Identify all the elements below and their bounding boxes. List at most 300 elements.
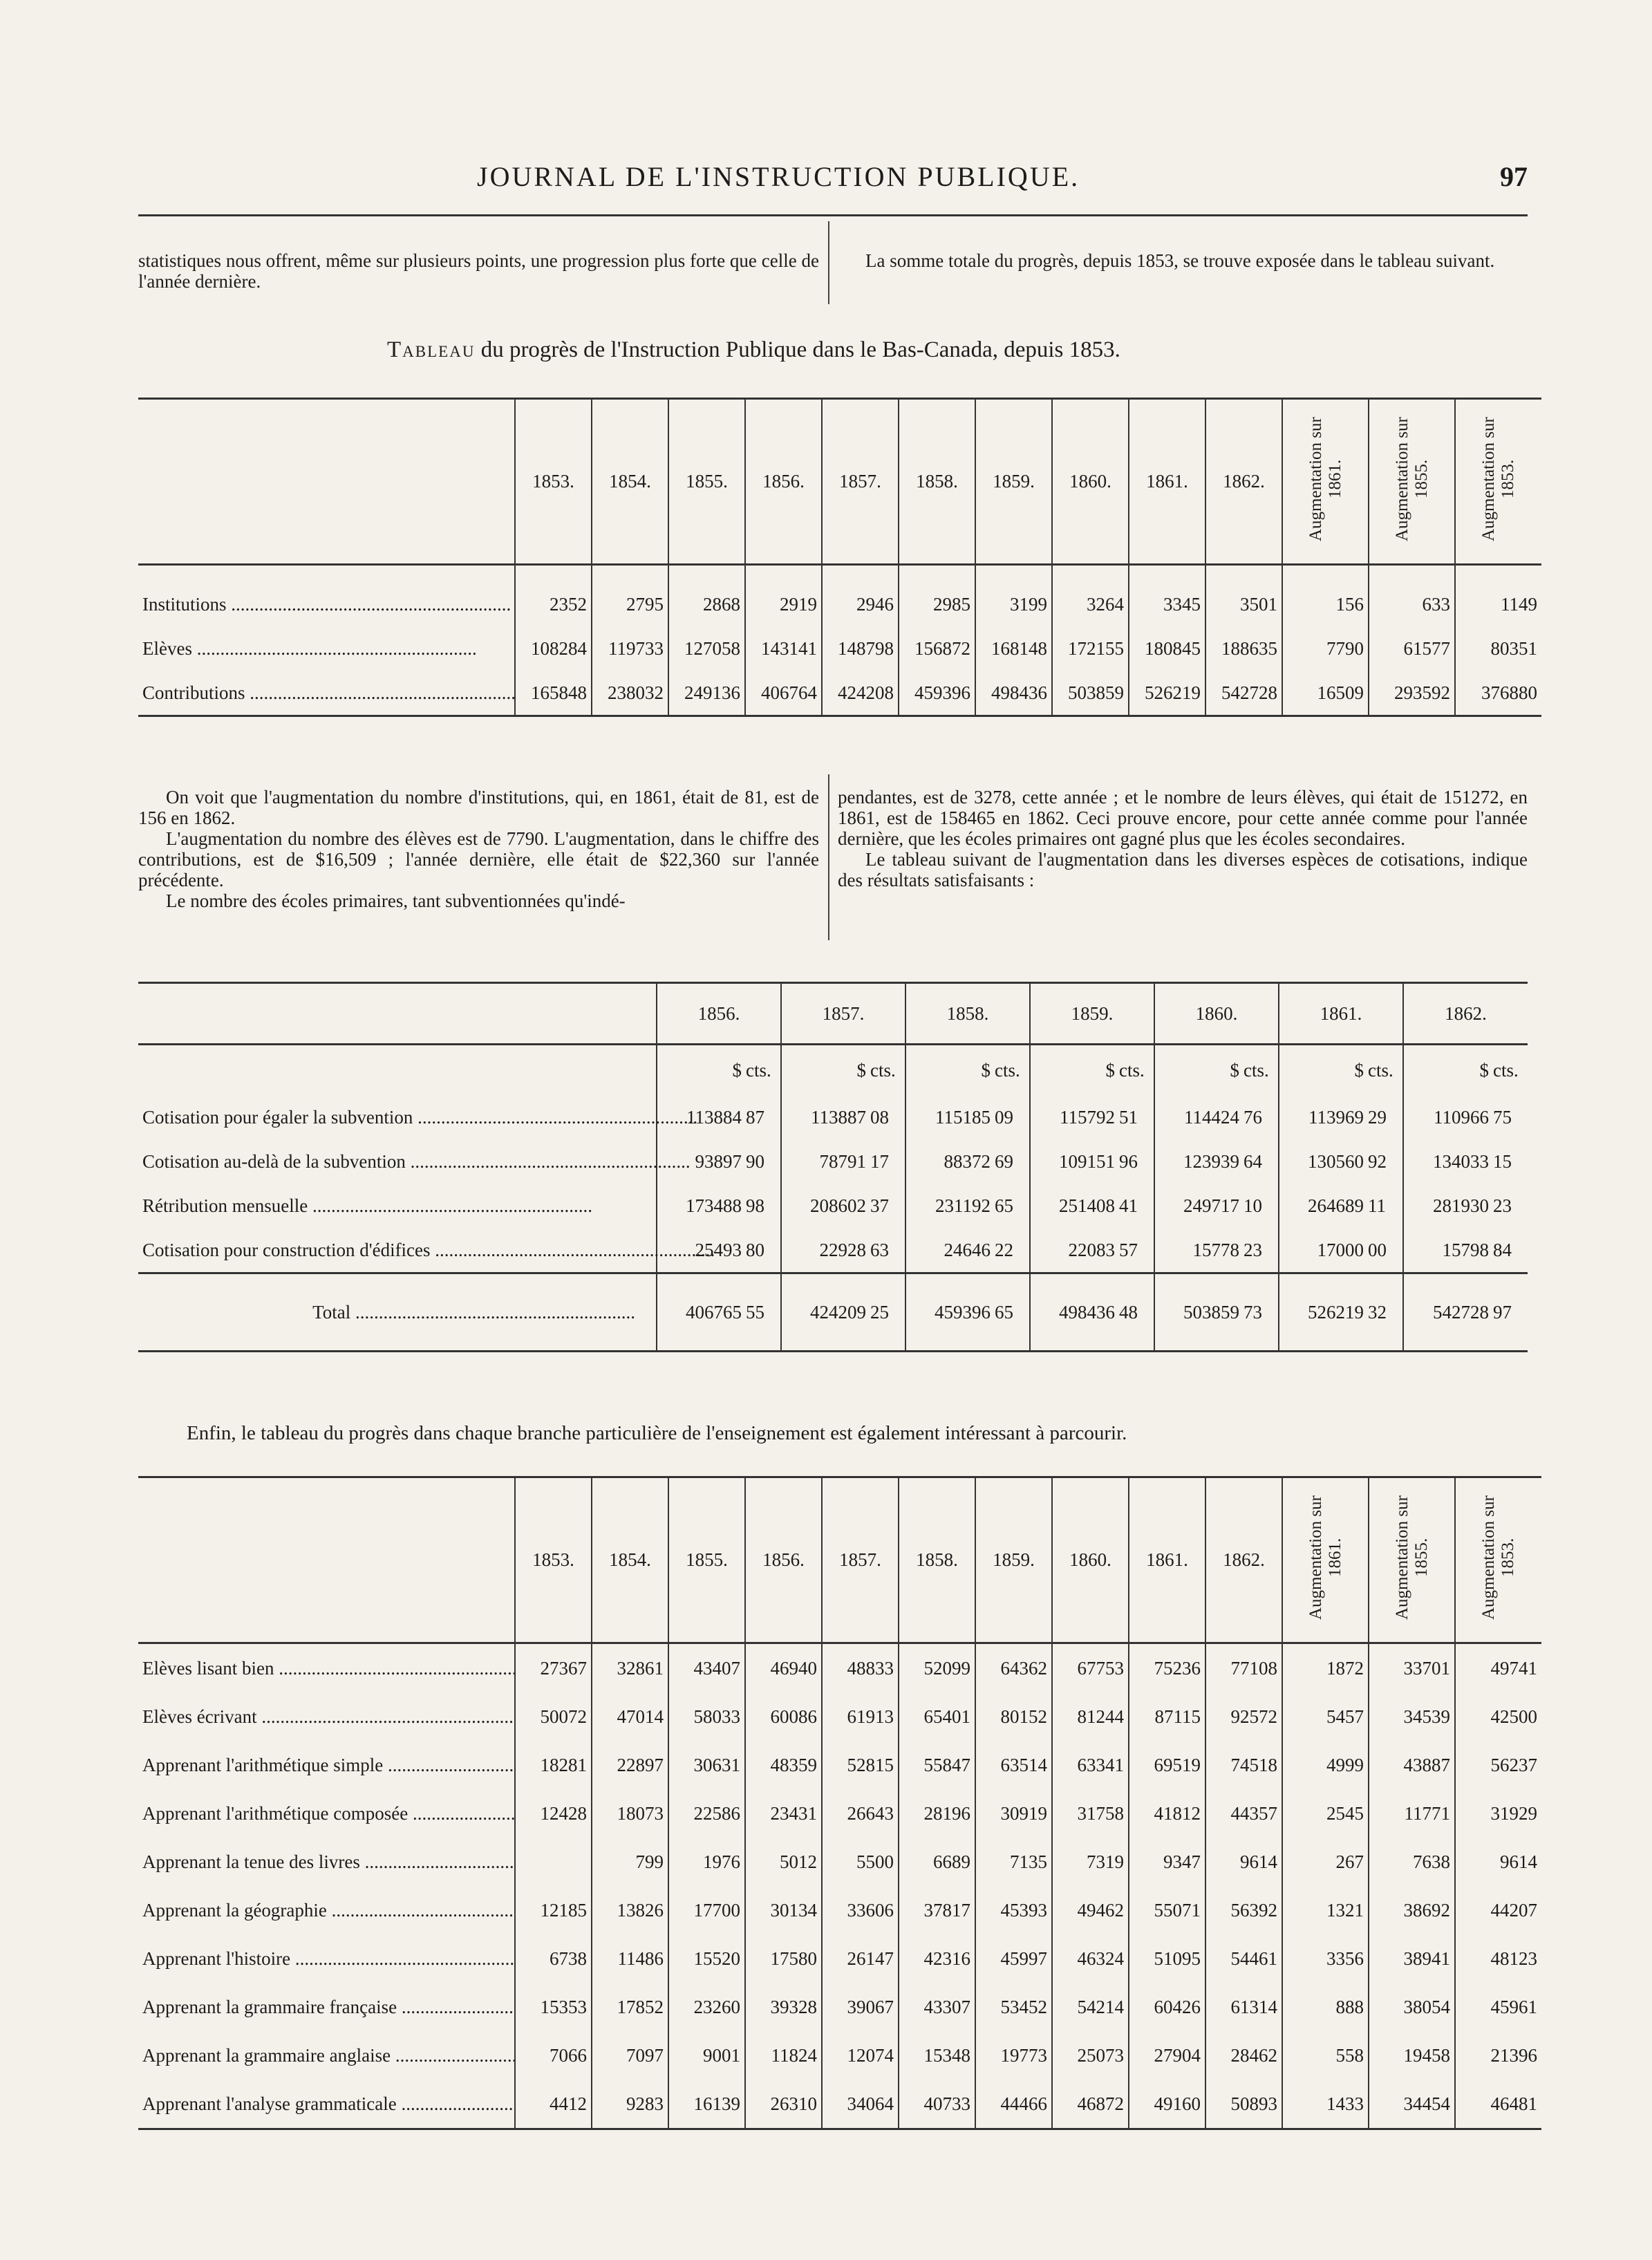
table-row bbox=[138, 1692, 1541, 1741]
table-cell: 31929 bbox=[1455, 1789, 1541, 1838]
year-header: 1860. bbox=[1052, 399, 1129, 565]
table-row bbox=[138, 1643, 1541, 1693]
table-cell: 459396 bbox=[899, 671, 975, 716]
table-cell: 2985 bbox=[899, 565, 975, 627]
amount-cell bbox=[1154, 1139, 1279, 1184]
dollars: 113887 bbox=[811, 1106, 866, 1128]
amount-cell bbox=[1403, 1273, 1528, 1352]
table-cell: 21396 bbox=[1455, 2031, 1541, 2080]
table-row bbox=[138, 1139, 1528, 1184]
table-cell: 27367 bbox=[515, 1643, 592, 1693]
table-cell: 22897 bbox=[592, 1741, 668, 1789]
table-cell: 148798 bbox=[822, 626, 899, 671]
table-cell: 34539 bbox=[1369, 1692, 1455, 1741]
dollars: 134033 bbox=[1433, 1150, 1489, 1172]
units-cell bbox=[657, 1045, 781, 1096]
dollars: 459396 bbox=[935, 1301, 991, 1323]
table-cell: 17700 bbox=[668, 1886, 745, 1934]
table-cell: 64362 bbox=[975, 1643, 1052, 1693]
table-cell: 127058 bbox=[668, 626, 745, 671]
table-cell: 542728 bbox=[1205, 671, 1282, 716]
amount-cell bbox=[1030, 1273, 1154, 1352]
dollars: 93897 bbox=[695, 1150, 742, 1172]
amount-cell bbox=[905, 1095, 1030, 1139]
dollars: 15798 bbox=[1442, 1239, 1489, 1260]
dollar-unit: $ bbox=[856, 1059, 866, 1081]
middle-left-column bbox=[138, 787, 819, 911]
year-header: 1861. bbox=[1129, 399, 1205, 565]
year-header: 1858. bbox=[899, 1477, 975, 1643]
augmentation-header: Augmentation sur 1853. bbox=[1455, 1477, 1541, 1643]
row-label: Apprenant l'arithmétique composée ..... bbox=[138, 1789, 515, 1838]
amount-cell bbox=[781, 1228, 905, 1273]
table-cell: 19773 bbox=[975, 2031, 1052, 2080]
table-cell: 2545 bbox=[1282, 1789, 1369, 1838]
cents: 76 bbox=[1243, 1106, 1262, 1128]
table-cell: 7135 bbox=[975, 1838, 1052, 1886]
cents: 09 bbox=[995, 1106, 1013, 1128]
table-row bbox=[138, 2031, 1541, 2080]
table-cell: 34064 bbox=[822, 2080, 899, 2129]
dollars: 78791 bbox=[819, 1150, 866, 1172]
row-label: Elèves ..... bbox=[138, 626, 515, 671]
row-label: Contributions ..... bbox=[138, 671, 515, 716]
table-cell: 44466 bbox=[975, 2080, 1052, 2129]
amount-cell bbox=[1403, 1184, 1528, 1228]
year-header: 1856. bbox=[745, 399, 822, 565]
cents: 80 bbox=[746, 1239, 764, 1260]
year-header: 1855. bbox=[668, 1477, 745, 1643]
table-cell: 1321 bbox=[1282, 1886, 1369, 1934]
row-label: Total ..... bbox=[138, 1273, 657, 1352]
table-cell: 3199 bbox=[975, 565, 1052, 627]
table-row bbox=[138, 1789, 1541, 1838]
cents: 57 bbox=[1119, 1239, 1138, 1260]
middle-left-paragraph: Le nombre des écoles primaires, tant subventionnées qu'indé- bbox=[166, 890, 626, 911]
dollar-unit: $ bbox=[981, 1059, 991, 1081]
table-row bbox=[138, 1934, 1541, 1983]
table-cell: 60086 bbox=[745, 1692, 822, 1741]
row-label: Elèves lisant bien ..... bbox=[138, 1643, 515, 1693]
table1-caption bbox=[387, 337, 1120, 363]
dollars: 22083 bbox=[1068, 1239, 1115, 1260]
table-cell: 61913 bbox=[822, 1692, 899, 1741]
dollars: 110966 bbox=[1434, 1106, 1489, 1128]
amount-cell bbox=[1403, 1228, 1528, 1273]
dollars: 109151 bbox=[1059, 1150, 1115, 1172]
cents: 73 bbox=[1243, 1301, 1262, 1323]
augmentation-header: Augmentation sur 1855. bbox=[1369, 399, 1455, 565]
amount-cell bbox=[1403, 1139, 1528, 1184]
table-cell: 17580 bbox=[745, 1934, 822, 1983]
table-cell: 46872 bbox=[1052, 2080, 1129, 2129]
table-cell: 48123 bbox=[1455, 1934, 1541, 1983]
augmentation-header: Augmentation sur 1861. bbox=[1282, 399, 1369, 565]
table3-body bbox=[138, 1643, 1541, 2129]
table-cell: 45997 bbox=[975, 1934, 1052, 1983]
cents: 63 bbox=[870, 1239, 889, 1260]
amount-cell bbox=[1154, 1273, 1279, 1352]
augmentation-header: Augmentation sur 1855. bbox=[1369, 1477, 1455, 1643]
table-cell: 74518 bbox=[1205, 1741, 1282, 1789]
column-divider bbox=[828, 774, 829, 940]
year-header: 1861. bbox=[1279, 983, 1403, 1045]
table-cell: 12074 bbox=[822, 2031, 899, 2080]
table-cell: 38692 bbox=[1369, 1886, 1455, 1934]
table-cell: 49160 bbox=[1129, 2080, 1205, 2129]
table-header-row bbox=[138, 1477, 1541, 1643]
cents-unit: cts. bbox=[870, 1059, 896, 1081]
units-cell bbox=[1154, 1045, 1279, 1096]
middle-right-paragraph: pendantes, est de 3278, cette année ; et le nombre de leurs élèves, qui était de 151272, en 1861, est de 158465 en 1862. Ceci prouve encore, pour cette année comme pour l'année dernière, que les écoles primaires ont gagné plus que les écoles secondaires. bbox=[838, 787, 1528, 849]
table-cell: 3264 bbox=[1052, 565, 1129, 627]
header-rule bbox=[138, 214, 1528, 216]
cotisations-table bbox=[138, 982, 1528, 1352]
intro-right-text: La somme totale du progrès, depuis 1853, se trouve exposée dans le tableau suivant. bbox=[865, 250, 1495, 271]
table-row bbox=[138, 1228, 1528, 1273]
year-header: 1862. bbox=[1205, 1477, 1282, 1643]
table-cell: 498436 bbox=[975, 671, 1052, 716]
table-cell: 58033 bbox=[668, 1692, 745, 1741]
table-cell: 39067 bbox=[822, 1983, 899, 2031]
table-cell: 48833 bbox=[822, 1643, 899, 1693]
middle-right-paragraph: Le tableau suivant de l'augmentation dans les diverses espèces de cotisations, indique des résultats satisfaisants : bbox=[838, 849, 1528, 890]
table-cell: 80152 bbox=[975, 1692, 1052, 1741]
table-cell: 43887 bbox=[1369, 1741, 1455, 1789]
amount-cell bbox=[905, 1139, 1030, 1184]
table-cell: 65401 bbox=[899, 1692, 975, 1741]
table-cell: 165848 bbox=[515, 671, 592, 716]
amount-cell bbox=[905, 1228, 1030, 1273]
amount-cell bbox=[1030, 1139, 1154, 1184]
dollars: 25493 bbox=[695, 1239, 742, 1260]
middle-left-paragraph: L'augmentation du nombre des élèves est de 7790. L'augmentation, dans le chiffre des contributions, est de $16,509 ; l'année dernière, elle était de $22,360 sur l'année précédente. bbox=[138, 828, 819, 890]
units-cell bbox=[1030, 1045, 1154, 1096]
table-cell: 7066 bbox=[515, 2031, 592, 2080]
dollars: 22928 bbox=[819, 1239, 866, 1260]
table-cell: 406764 bbox=[745, 671, 822, 716]
year-header: 1861. bbox=[1129, 1477, 1205, 1643]
table-cell: 25073 bbox=[1052, 2031, 1129, 2080]
cents: 69 bbox=[995, 1150, 1013, 1172]
table-cell: 143141 bbox=[745, 626, 822, 671]
table-cell: 55847 bbox=[899, 1741, 975, 1789]
dollars: 498436 bbox=[1059, 1301, 1115, 1323]
amount-cell bbox=[1030, 1228, 1154, 1273]
table-cell: 42500 bbox=[1455, 1692, 1541, 1741]
table-cell: 31758 bbox=[1052, 1789, 1129, 1838]
table-cell: 49462 bbox=[1052, 1886, 1129, 1934]
cents-unit: cts. bbox=[1368, 1059, 1393, 1081]
table-cell: 44357 bbox=[1205, 1789, 1282, 1838]
table-cell: 2795 bbox=[592, 565, 668, 627]
table-cell: 51095 bbox=[1129, 1934, 1205, 1983]
row-label: Cotisation au-delà de la subvention ..... bbox=[138, 1139, 657, 1184]
table-cell: 61577 bbox=[1369, 626, 1455, 671]
table-cell: 424208 bbox=[822, 671, 899, 716]
row-label: Cotisation pour égaler la subvention ..... bbox=[138, 1095, 657, 1139]
table-cell: 172155 bbox=[1052, 626, 1129, 671]
dollar-unit: $ bbox=[1479, 1059, 1489, 1081]
table-cell: 156872 bbox=[899, 626, 975, 671]
table-cell: 108284 bbox=[515, 626, 592, 671]
table-cell: 503859 bbox=[1052, 671, 1129, 716]
table-cell: 633 bbox=[1369, 565, 1455, 627]
row-label: Apprenant la tenue des livres ..... bbox=[138, 1838, 515, 1886]
amount-cell bbox=[1279, 1184, 1403, 1228]
year-header: 1858. bbox=[905, 983, 1030, 1045]
dollars: 15778 bbox=[1192, 1239, 1239, 1260]
year-header: 1860. bbox=[1154, 983, 1279, 1045]
table-cell: 2919 bbox=[745, 565, 822, 627]
table-cell: 3501 bbox=[1205, 565, 1282, 627]
dollars: 88372 bbox=[944, 1150, 991, 1172]
table-cell: 5500 bbox=[822, 1838, 899, 1886]
amount-cell bbox=[781, 1139, 905, 1184]
amount-cell bbox=[1279, 1095, 1403, 1139]
row-label: Apprenant l'histoire ..... bbox=[138, 1934, 515, 1983]
table-cell: 34454 bbox=[1369, 2080, 1455, 2129]
table-cell: 67753 bbox=[1052, 1643, 1129, 1693]
dollars: 249717 bbox=[1183, 1195, 1239, 1216]
table-cell: 46940 bbox=[745, 1643, 822, 1693]
intro-left-column bbox=[138, 250, 819, 292]
table-cell: 238032 bbox=[592, 671, 668, 716]
table-cell: 180845 bbox=[1129, 626, 1205, 671]
table-cell: 53452 bbox=[975, 1983, 1052, 2031]
table-cell: 52815 bbox=[822, 1741, 899, 1789]
table-cell: 293592 bbox=[1369, 671, 1455, 716]
middle-left-paragraph: On voit que l'augmentation du nombre d'institutions, qui, en 1861, était de 81, est de 156 en 1862. bbox=[138, 787, 819, 828]
amount-cell bbox=[905, 1273, 1030, 1352]
table-cell: 4412 bbox=[515, 2080, 592, 2129]
caption-text: du progrès de l'Instruction Publique dans le Bas-Canada, depuis 1853. bbox=[480, 337, 1120, 362]
year-header: 1859. bbox=[1030, 983, 1154, 1045]
page-number: 97 bbox=[1500, 161, 1528, 192]
cents: 10 bbox=[1243, 1195, 1262, 1216]
table-cell: 87115 bbox=[1129, 1692, 1205, 1741]
amount-cell bbox=[781, 1273, 905, 1352]
dollars: 424209 bbox=[810, 1301, 866, 1323]
table-cell: 54214 bbox=[1052, 1983, 1129, 2031]
table-cell: 26643 bbox=[822, 1789, 899, 1838]
table-cell: 56237 bbox=[1455, 1741, 1541, 1789]
cents: 96 bbox=[1119, 1150, 1138, 1172]
table-cell: 28196 bbox=[899, 1789, 975, 1838]
table-cell: 80351 bbox=[1455, 626, 1541, 671]
table-cell: 13826 bbox=[592, 1886, 668, 1934]
table-cell: 12185 bbox=[515, 1886, 592, 1934]
year-header: 1857. bbox=[781, 983, 905, 1045]
table-cell: 30134 bbox=[745, 1886, 822, 1934]
augmentation-header: Augmentation sur 1853. bbox=[1455, 399, 1541, 565]
table-cell: 43407 bbox=[668, 1643, 745, 1693]
table-cell: 168148 bbox=[975, 626, 1052, 671]
table-cell: 49741 bbox=[1455, 1643, 1541, 1693]
table-cell: 26310 bbox=[745, 2080, 822, 2129]
amount-cell bbox=[657, 1184, 781, 1228]
units-row bbox=[138, 1045, 1528, 1096]
table-cell: 799 bbox=[592, 1838, 668, 1886]
dollars: 231192 bbox=[935, 1195, 991, 1216]
table-cell: 249136 bbox=[668, 671, 745, 716]
table-cell: 1433 bbox=[1282, 2080, 1369, 2129]
amount-cell bbox=[781, 1184, 905, 1228]
amount-cell bbox=[905, 1184, 1030, 1228]
column-divider bbox=[828, 221, 829, 304]
table-cell: 23260 bbox=[668, 1983, 745, 2031]
cents: 48 bbox=[1119, 1301, 1138, 1323]
year-header: 1854. bbox=[592, 399, 668, 565]
table-cell: 6738 bbox=[515, 1934, 592, 1983]
table-cell: 9283 bbox=[592, 2080, 668, 2129]
cents-unit: cts. bbox=[995, 1059, 1020, 1081]
row-label: Apprenant la géographie ..... bbox=[138, 1886, 515, 1934]
year-header: 1856. bbox=[745, 1477, 822, 1643]
table-cell: 30631 bbox=[668, 1741, 745, 1789]
dollars: 173488 bbox=[686, 1195, 742, 1216]
year-header: 1859. bbox=[975, 399, 1052, 565]
amount-cell bbox=[781, 1095, 905, 1139]
middle-right-column bbox=[838, 787, 1528, 890]
table-cell: 44207 bbox=[1455, 1886, 1541, 1934]
table-cell: 3345 bbox=[1129, 565, 1205, 627]
dollars: 406765 bbox=[686, 1301, 742, 1323]
table-cell: 43307 bbox=[899, 1983, 975, 2031]
table-cell: 41812 bbox=[1129, 1789, 1205, 1838]
cents: 37 bbox=[870, 1195, 889, 1216]
cents: 29 bbox=[1368, 1106, 1387, 1128]
table-cell: 30919 bbox=[975, 1789, 1052, 1838]
amount-cell bbox=[1279, 1139, 1403, 1184]
cents: 51 bbox=[1119, 1106, 1138, 1128]
dollars: 251408 bbox=[1059, 1195, 1115, 1216]
dollars: 24646 bbox=[944, 1239, 991, 1260]
dollars: 208602 bbox=[810, 1195, 866, 1216]
table-cell: 11771 bbox=[1369, 1789, 1455, 1838]
table-cell: 2868 bbox=[668, 565, 745, 627]
table-row bbox=[138, 1886, 1541, 1934]
table-cell: 38941 bbox=[1369, 1934, 1455, 1983]
table-row bbox=[138, 671, 1541, 716]
dollars: 114424 bbox=[1184, 1106, 1239, 1128]
cents: 41 bbox=[1119, 1195, 1138, 1216]
table-cell: 46481 bbox=[1455, 2080, 1541, 2129]
amount-cell bbox=[1403, 1095, 1528, 1139]
cents: 92 bbox=[1368, 1150, 1387, 1172]
table-cell: 81244 bbox=[1052, 1692, 1129, 1741]
table-cell: 75236 bbox=[1129, 1643, 1205, 1693]
table-row bbox=[138, 1184, 1528, 1228]
units-cell bbox=[905, 1045, 1030, 1096]
branches-progress-table bbox=[138, 1476, 1541, 2130]
cents: 22 bbox=[995, 1239, 1013, 1260]
table-cell: 77108 bbox=[1205, 1643, 1282, 1693]
units-blank bbox=[138, 1045, 657, 1096]
units-cell bbox=[1403, 1045, 1528, 1096]
intro-right-column bbox=[838, 250, 1528, 271]
table-cell: 46324 bbox=[1052, 1934, 1129, 1983]
table-cell: 26147 bbox=[822, 1934, 899, 1983]
dollars: 123939 bbox=[1183, 1150, 1239, 1172]
year-header: 1860. bbox=[1052, 1477, 1129, 1643]
table-cell: 50893 bbox=[1205, 2080, 1282, 2129]
cents: 98 bbox=[746, 1195, 764, 1216]
table-cell: 9614 bbox=[1455, 1838, 1541, 1886]
table-cell: 1872 bbox=[1282, 1643, 1369, 1693]
row-label: Apprenant l'analyse grammaticale ..... bbox=[138, 2080, 515, 2129]
table-cell: 267 bbox=[1282, 1838, 1369, 1886]
table-cell: 33606 bbox=[822, 1886, 899, 1934]
table-cell: 1149 bbox=[1455, 565, 1541, 627]
table-cell: 12428 bbox=[515, 1789, 592, 1838]
table-cell: 54461 bbox=[1205, 1934, 1282, 1983]
dollar-unit: $ bbox=[1230, 1059, 1239, 1081]
table-cell: 16509 bbox=[1282, 671, 1369, 716]
table-cell: 45961 bbox=[1455, 1983, 1541, 2031]
cents-unit: cts. bbox=[1243, 1059, 1269, 1081]
table-cell: 27904 bbox=[1129, 2031, 1205, 2080]
dollars: 115185 bbox=[935, 1106, 991, 1128]
table-cell: 23431 bbox=[745, 1789, 822, 1838]
table-cell: 11824 bbox=[745, 2031, 822, 2080]
table-cell: 11486 bbox=[592, 1934, 668, 1983]
row-label: Rétribution mensuelle ..... bbox=[138, 1184, 657, 1228]
dollars: 264689 bbox=[1308, 1195, 1364, 1216]
table-cell: 2352 bbox=[515, 565, 592, 627]
year-header: 1862. bbox=[1205, 399, 1282, 565]
amount-cell bbox=[1154, 1095, 1279, 1139]
table1-body bbox=[138, 565, 1541, 716]
table-cell: 37817 bbox=[899, 1886, 975, 1934]
cents: 65 bbox=[995, 1301, 1013, 1323]
table-row bbox=[138, 1838, 1541, 1886]
table-cell: 18281 bbox=[515, 1741, 592, 1789]
table-cell: 558 bbox=[1282, 2031, 1369, 2080]
cents: 64 bbox=[1243, 1150, 1262, 1172]
cents-unit: cts. bbox=[1119, 1059, 1145, 1081]
year-header: 1858. bbox=[899, 399, 975, 565]
augmentation-header: Augmentation sur 1861. bbox=[1282, 1477, 1369, 1643]
table-cell: 32861 bbox=[592, 1643, 668, 1693]
amount-cell bbox=[1030, 1095, 1154, 1139]
table-cell: 19458 bbox=[1369, 2031, 1455, 2080]
cents: 23 bbox=[1493, 1195, 1512, 1216]
table-cell: 119733 bbox=[592, 626, 668, 671]
amount-cell bbox=[1279, 1228, 1403, 1273]
table-header-row bbox=[138, 983, 1528, 1045]
dollars: 115792 bbox=[1060, 1106, 1115, 1128]
progress-summary-table bbox=[138, 398, 1541, 717]
table-cell: 6689 bbox=[899, 1838, 975, 1886]
dollars: 130560 bbox=[1308, 1150, 1364, 1172]
table-cell: 56392 bbox=[1205, 1886, 1282, 1934]
table-row bbox=[138, 1741, 1541, 1789]
row-label: Cotisation pour construction d'édifices ..... bbox=[138, 1228, 657, 1273]
dollars: 526219 bbox=[1308, 1301, 1364, 1323]
table-cell: 7097 bbox=[592, 2031, 668, 2080]
table-cell: 1976 bbox=[668, 1838, 745, 1886]
table-cell: 15353 bbox=[515, 1983, 592, 2031]
table-cell: 4999 bbox=[1282, 1741, 1369, 1789]
table-cell: 15520 bbox=[668, 1934, 745, 1983]
table-cell: 15348 bbox=[899, 2031, 975, 2080]
dollar-unit: $ bbox=[1105, 1059, 1115, 1081]
cents: 55 bbox=[746, 1301, 764, 1323]
cents: 08 bbox=[870, 1106, 889, 1128]
table-cell: 42316 bbox=[899, 1934, 975, 1983]
table-cell: 18073 bbox=[592, 1789, 668, 1838]
